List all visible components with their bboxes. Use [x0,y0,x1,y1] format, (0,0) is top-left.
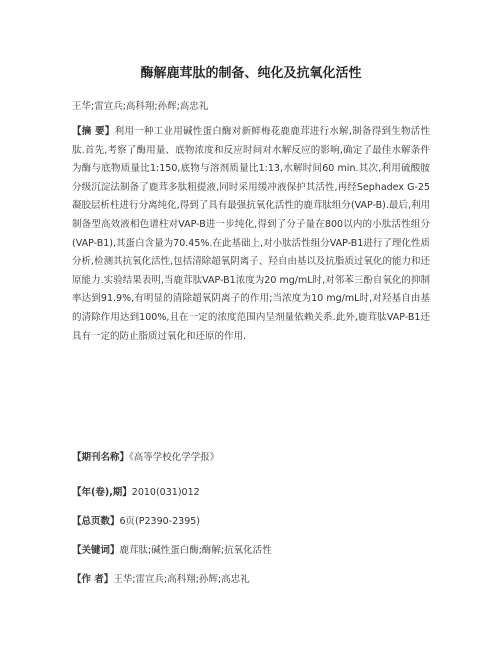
field-value: 鹿茸肽;碱性蛋白酶;酶解;抗氧化活性 [119,545,272,556]
field-value: 6页(P2390-2395) [119,516,200,527]
author-line: 王华;雷宣兵;高科翔;孙辉;高忠礼 [72,101,209,112]
field-label: 【关键词】 [72,545,120,556]
field-volume-issue [72,484,200,498]
article-title: 酶解鹿茸肽的制备、纯化及抗氧化活性 [140,66,362,81]
field-total-pages [72,513,200,527]
abstract-block [72,123,430,346]
field-authors [72,571,250,585]
field-label: 【年(卷),期】 [72,487,132,498]
field-label: 【总页数】 [72,516,120,527]
field-value: 《高等学校化学学报》 [129,452,220,463]
abstract-label: 【摘 要】 [72,126,115,137]
field-value: 2010(031)012 [131,487,200,498]
field-value: 王华;雷宣兵;高科翔;孙辉;高忠礼 [113,574,250,585]
field-label: 【作 者】 [72,574,114,585]
abstract-text: 利用一种工业用碱性蛋白酶对新鲜梅花鹿鹿茸进行水解,制备得到生物活性肽.首先,考察了酶用量、底物浓度和反应时间对水解反应的影响,确定了最佳水解条件为酶与底物质量比1:150,底物与溶剂质量比1:13,水解时间60 min.其次,利用硫酸胺分级沉淀法制备了鹿茸多肽粗提液,同时采用缓冲液保护其活性,再经Sephadex G-25凝胶层析柱进行分离纯化,得到了具有最强抗氧化活性的鹿茸肽组分(VAP-B).最后,利用制备型高效液相色谱柱对VAP-B进一步纯化,得到了分子量在800以内的小肽活性组分(VAP-B1),其蛋白含量为70.45%.在此基础上,对小肽活性组分VAP-B1进行了理化性质分析,检测其抗氧化活性,包括清除超氧阴离子、羟自由基以及抗脂质过氧化的能力和还原能力.实验结果表明,当鹿茸肽VAP-B1浓度为20 mg/mL时,对邻苯三酚自氧化的抑制率达到91.9%,有明显的清除超氧阴离子的作用;当浓度为10 mg/mL时,对羟基自由基的清除作用达到100%,且在一定的浓度范围内呈剂量依赖关系.此外,鹿茸肽VAP-B1还具有一定的防止脂质过氧化和还原的作用. [72,126,430,342]
field-journal [72,449,219,463]
field-label: 【期刊名称】 [72,452,130,463]
field-keywords [72,542,272,556]
